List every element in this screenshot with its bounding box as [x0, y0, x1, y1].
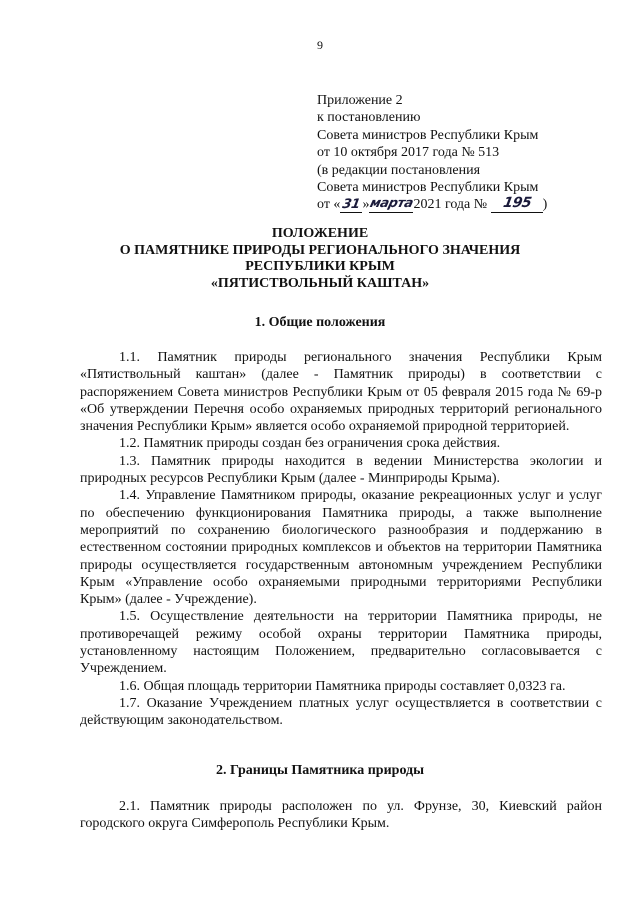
amendment-mid: »	[362, 197, 370, 213]
document-title	[0, 226, 640, 292]
title-line: РЕСПУБЛИКИ КРЫМ	[245, 259, 395, 274]
appendix-block	[317, 92, 617, 214]
title-line: ПОЛОЖЕНИЕ	[271, 226, 369, 241]
handwritten-month: марта	[368, 196, 415, 212]
paragraph: 1.7. Оказание Учреждением платных услуг осуществляется в соответствии с действующим законодательством.	[80, 695, 602, 729]
section-heading: 1. Общие положения	[254, 315, 386, 330]
appendix-line: от 10 октября 2017 года № 513	[317, 145, 500, 161]
appendix-line: к постановлению	[317, 110, 421, 126]
page-number: 9	[317, 38, 323, 52]
paragraph: 1.4. Управление Памятником природы, оказание рекреационных услуг и услуг по обеспечению функционирования Памятника природы, а также выполнение мероприятий по сохранению биологического разнообразия и поддержанию в естественном состоянии природных комплексов и объектов на территории Памятника природы осуществляется государственным автономным учреждением Республики Крым «Управление особо охраняемыми природными территориями Республики Крым» (далее - Учреждение).	[80, 488, 602, 608]
paragraph: 1.1. Памятник природы регионального значения Республики Крым «Пятиствольный каштан» (далее - Памятник природы) в соответствии с распоряжением Совета министров Республики Крым от 05 февраля 2015 года № 69-р «Об утверждении Перечня особо охраняемых природных территорий регионального значения Республики Крым» является особо охраняемой природной территорией.	[80, 350, 602, 435]
paragraph: 1.2. Памятник природы создан без ограничения срока действия.	[119, 436, 501, 452]
title-line: «ПЯТИСТВОЛЬНЫЙ КАШТАН»	[210, 275, 430, 291]
amendment-prefix: от «	[317, 197, 341, 213]
section-heading: 2. Границы Памятника природы	[215, 763, 425, 778]
handwritten-number: 195	[501, 195, 533, 212]
paragraph: 2.1. Памятник природы расположен по ул. Фрунзе, 30, Киевский район городского округа Симферополь Республики Крым.	[80, 799, 602, 832]
section-body	[80, 798, 602, 833]
paragraph: 1.6. Общая площадь территории Памятника природы составляет 0,0323 га.	[119, 678, 566, 694]
amendment-year: 2021 года №	[413, 197, 488, 213]
appendix-line: Приложение 2	[317, 93, 403, 108]
amendment-suffix: )	[542, 197, 548, 213]
handwritten-day: 31	[341, 197, 362, 213]
appendix-line: Совета министров Республики Крым	[317, 180, 539, 196]
amendment-line	[317, 196, 617, 213]
appendix-line: Совета министров Республики Крым	[317, 127, 539, 143]
paragraph: 1.3. Памятник природы находится в ведении Министерства экологии и природных ресурсов Республики Крым (далее - Минприроды Крыма).	[80, 453, 602, 487]
section-body	[80, 349, 602, 730]
paragraph: 1.5. Осуществление деятельности на территории Памятника природы, не противоречащей режиму особой охраны территории Памятника природы, установленному настоящим Положением, предварительно согласовывается с Учреждением.	[80, 609, 602, 677]
appendix-line: (в редакции постановления	[317, 162, 481, 178]
title-line: О ПАМЯТНИКЕ ПРИРОДЫ РЕГИОНАЛЬНОГО ЗНАЧЕНИЯ	[119, 242, 521, 258]
